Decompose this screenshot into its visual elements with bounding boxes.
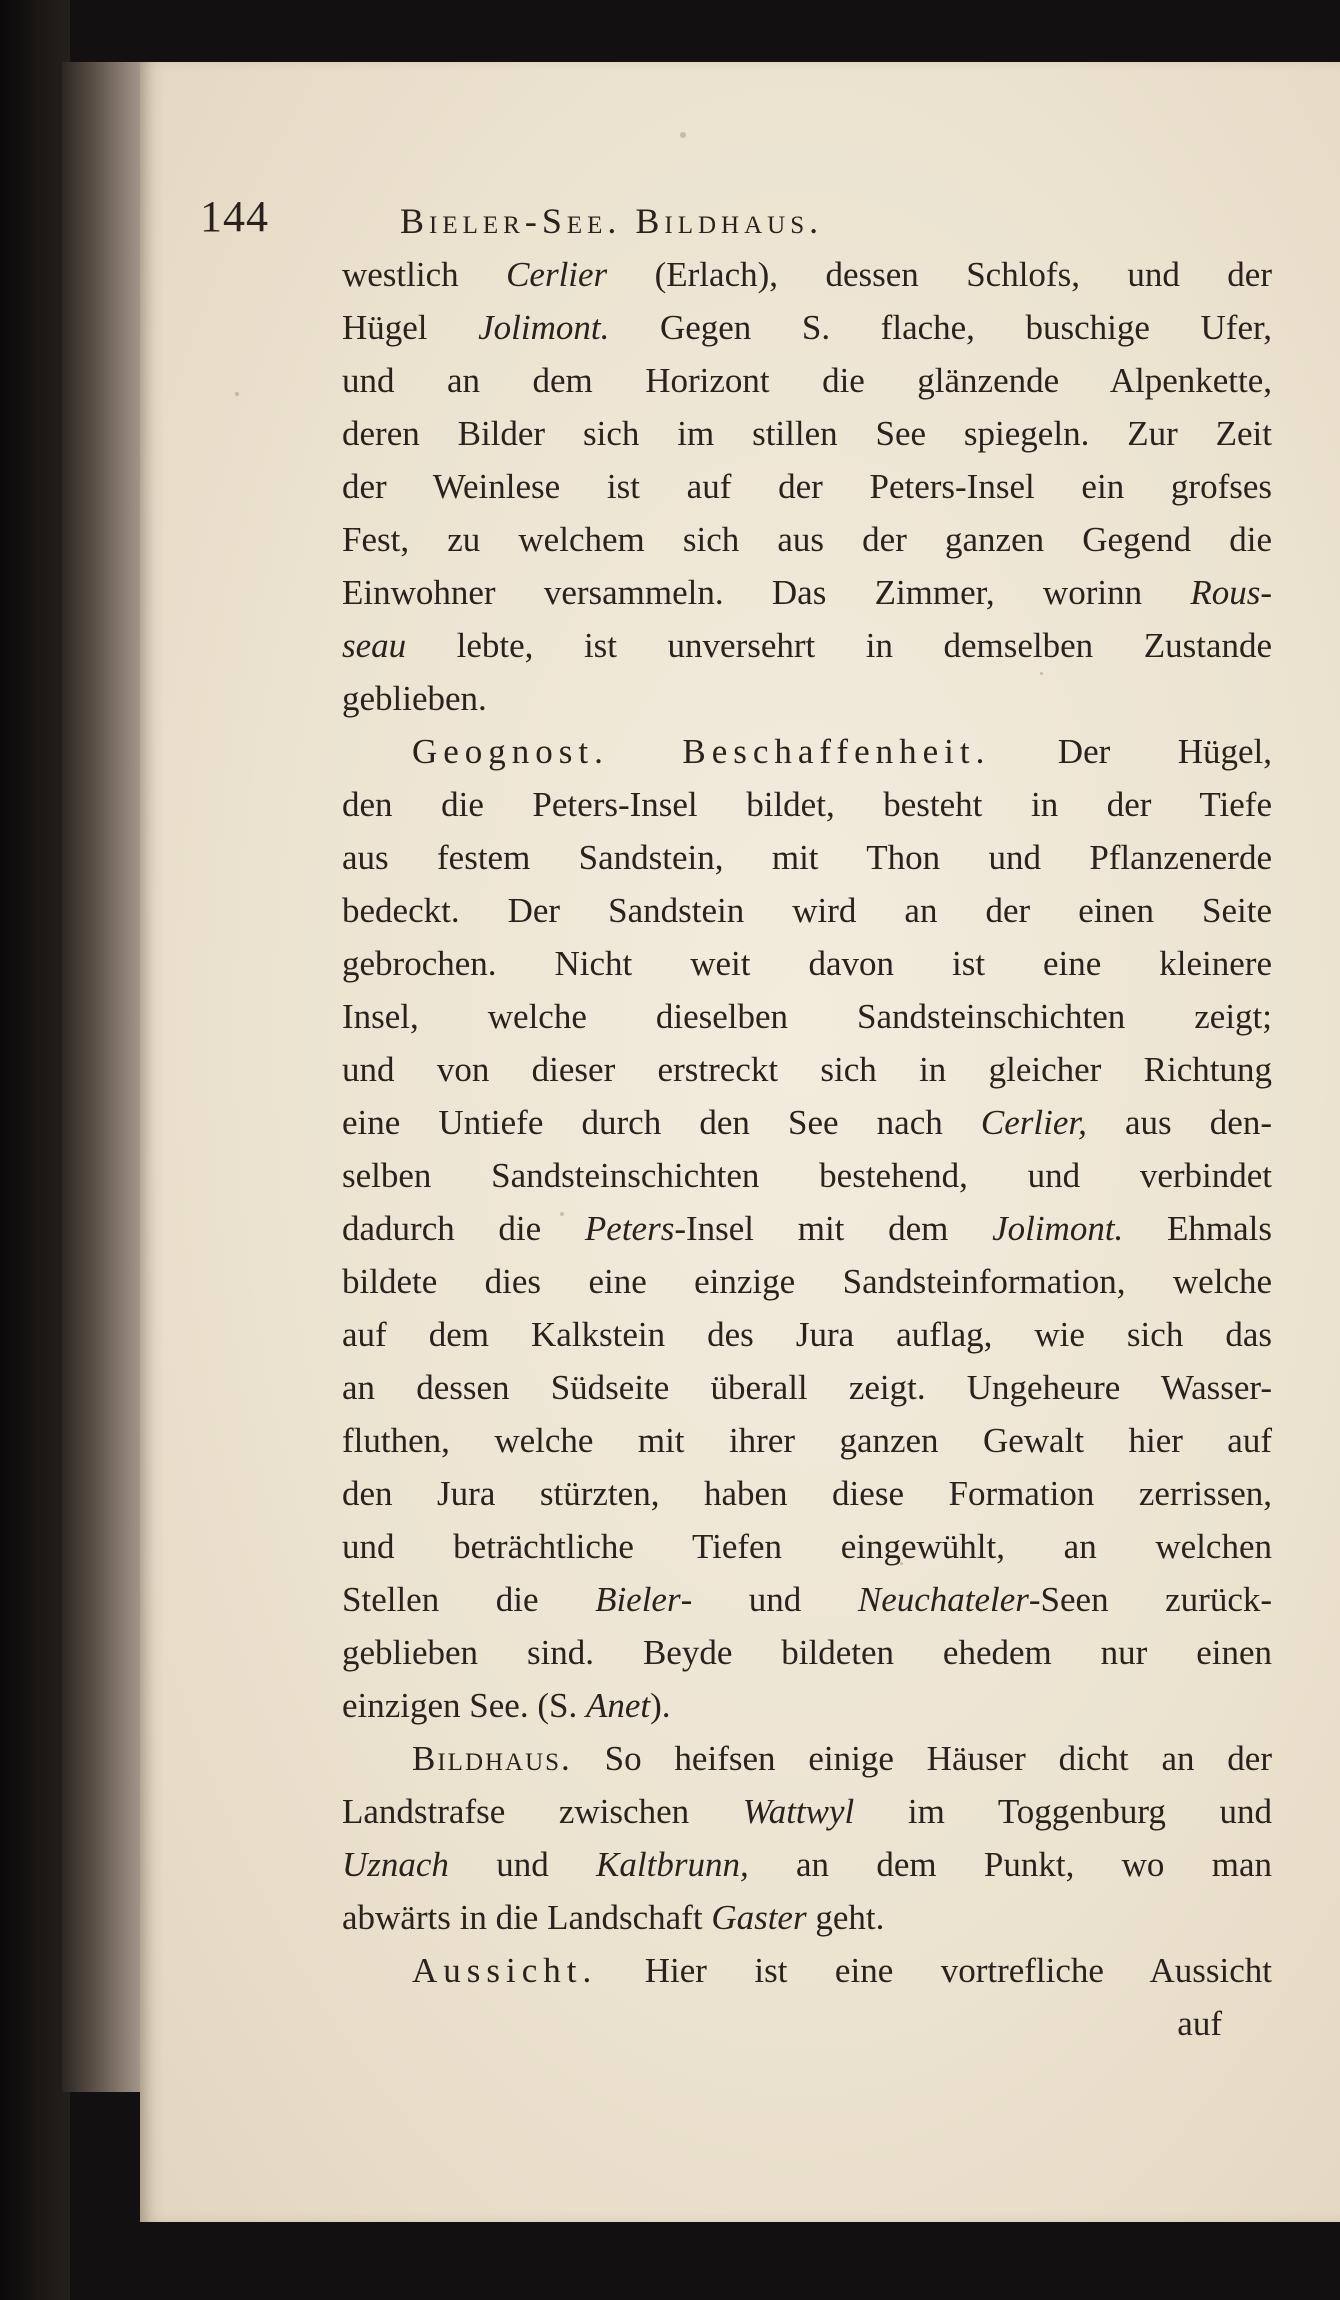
text-line: Insel, welche dieselben Sandsteinschichten zeigt; (342, 997, 1272, 1036)
page-number: 144 (200, 192, 269, 241)
text-line: Uznach und Kaltbrunn, an dem Punkt, wo man (342, 1845, 1272, 1884)
text-line: und beträchtliche Tiefen eingewühlt, an welchen (342, 1527, 1272, 1566)
running-head: Bieler-See. Bildhaus. (400, 201, 824, 241)
text-line: abwärts in die Landschaft Gaster geht. (342, 1898, 885, 1937)
text-line: seau lebte, ist unversehrt in demselben Zustande (342, 626, 1272, 665)
text-line: geblieben sind. Beyde bildeten ehedem nur einen (342, 1633, 1272, 1672)
text-line: Einwohner versammeln. Das Zimmer, worinn Rous- (342, 573, 1272, 612)
paragraph-start-aussicht: Aussicht. Hier ist eine vortrefliche Aussicht (412, 1951, 1272, 1990)
paragraph-start-bildhaus: Bildhaus. So heifsen einige Häuser dicht an der (412, 1739, 1272, 1778)
page-header (200, 182, 1120, 242)
text-line: Landstrafse zwischen Wattwyl im Toggenburg und (342, 1792, 1272, 1831)
text-line: Hügel Jolimont. Gegen S. flache, buschige Ufer, (342, 308, 1272, 347)
page-edge (62, 62, 152, 2092)
text-line: Fest, zu welchem sich aus der ganzen Gegend die (342, 520, 1272, 559)
catchword: auf (1177, 2004, 1222, 2043)
text-line: deren Bilder sich im stillen See spiegeln. Zur Zeit (342, 414, 1272, 453)
text-line: einzigen See. (S. Anet). (342, 1686, 671, 1725)
text-line: westlich Cerlier (Erlach), dessen Schlofs, und der (342, 255, 1273, 294)
text-line: an dessen Südseite überall zeigt. Ungeheure Wasser- (342, 1368, 1272, 1407)
text-line: bildete dies eine einzige Sandsteinformation, welche (342, 1262, 1272, 1301)
body-text (342, 248, 1272, 2050)
text-line: selben Sandsteinschichten bestehend, und verbindet (342, 1156, 1272, 1195)
text-line: Stellen die Bieler- und Neuchateler-Seen zurück- (342, 1580, 1273, 1619)
text-line: der Weinlese ist auf der Peters-Insel ein grofses (342, 467, 1272, 506)
text-line: bedeckt. Der Sandstein wird an der einen Seite (342, 891, 1272, 930)
text-line: und von dieser erstreckt sich in gleicher Richtung (342, 1050, 1272, 1089)
text-line: den die Peters-Insel bildet, besteht in der Tiefe (342, 785, 1272, 824)
text-line: und an dem Horizont die glänzende Alpenkette, (342, 361, 1272, 400)
text-line: gebrochen. Nicht weit davon ist eine kleinere (342, 944, 1272, 983)
text-line: eine Untiefe durch den See nach Cerlier, aus den- (342, 1103, 1272, 1142)
text-line: dadurch die Peters-Insel mit dem Jolimont. Ehmals (342, 1209, 1273, 1248)
paragraph-start-geognost: Geognost. Beschaffenheit. Der Hügel, (412, 732, 1272, 771)
text-line: geblieben. (342, 679, 487, 718)
text-line: fluthen, welche mit ihrer ganzen Gewalt hier auf (342, 1421, 1272, 1460)
book-binding (0, 0, 70, 2300)
text-line: den Jura stürzten, haben diese Formation zerrissen, (342, 1474, 1272, 1513)
text-line: auf dem Kalkstein des Jura auflag, wie sich das (342, 1315, 1272, 1354)
paper-speck (235, 392, 239, 396)
paper-speck (680, 132, 686, 138)
text-line: aus festem Sandstein, mit Thon und Pflanzenerde (342, 838, 1272, 877)
